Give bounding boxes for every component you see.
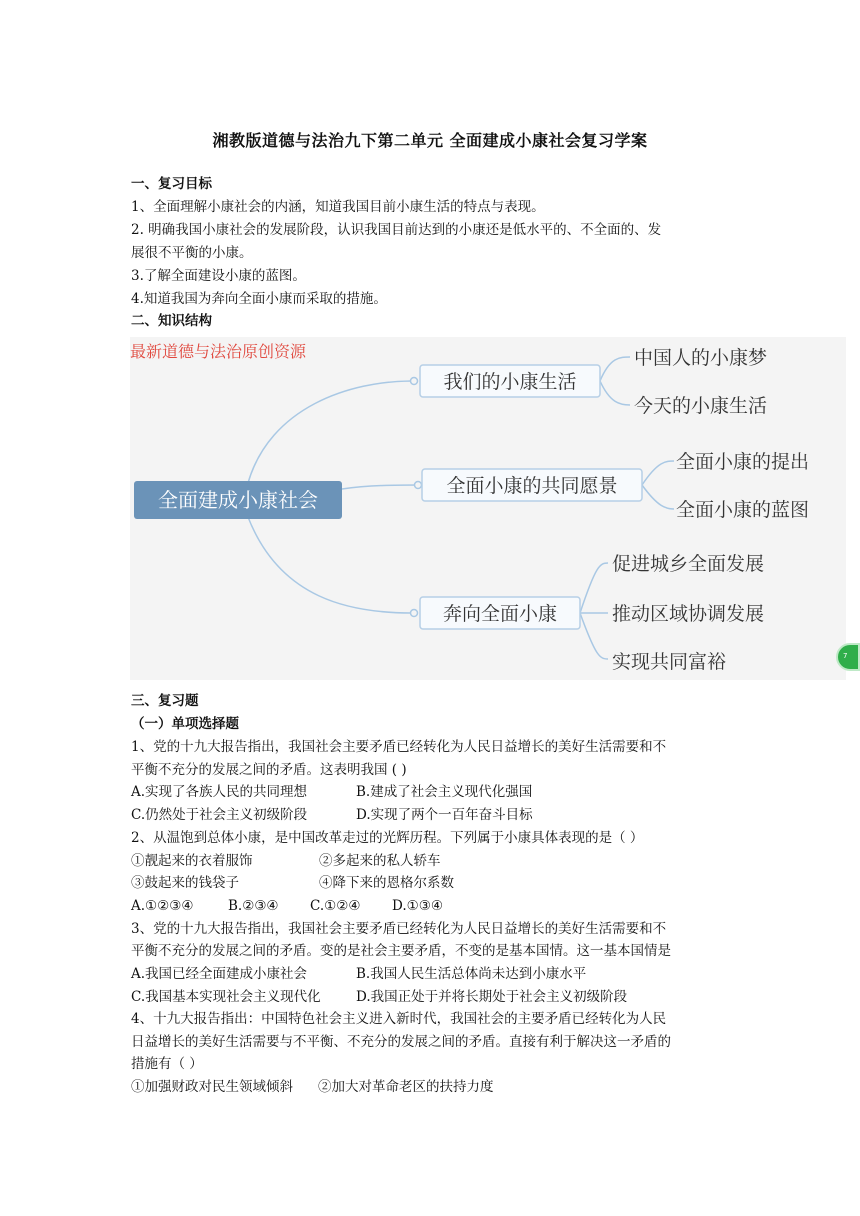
option-c: C.①②④	[310, 898, 361, 914]
objective-item: 3.了解全面建设小康的蓝图。	[131, 268, 306, 284]
question-stem: 平衡不充分的发展之间的矛盾。这表明我国 ( )	[131, 762, 407, 778]
section-heading-objectives: 一、复习目标	[131, 176, 212, 192]
option-b: B.建成了社会主义现代化强国	[356, 784, 533, 800]
option-a: A.①②③④	[131, 898, 194, 914]
question-stem: 措施有（ ）	[131, 1056, 203, 1072]
mindmap-branch: 全面小康的共同愿景	[446, 475, 618, 497]
mindmap-leaf: 中国人的小康梦	[634, 347, 768, 369]
statement: ③鼓起来的钱袋子	[131, 875, 239, 891]
question-stem: 1、党的十九大报告指出，我国社会主要矛盾已经转化为人民日益增长的美好生活需要和不	[131, 739, 667, 755]
option-d: D.①③④	[392, 898, 443, 914]
option-b: B.我国人民生活总体尚未达到小康水平	[356, 966, 587, 982]
mindmap-leaf: 今天的小康生活	[634, 395, 768, 417]
subheading-single-choice: （一）单项选择题	[131, 716, 239, 732]
option-c: C.我国基本实现社会主义现代化	[131, 989, 321, 1005]
question-stem: 3、党的十九大报告指出，我国社会主要矛盾已经转化为人民日益增长的美好生活需要和不	[131, 921, 667, 937]
mindmap-leaf: 全面小康的提出	[676, 451, 810, 473]
document-title: 湘教版道德与法治九下第二单元 全面建成小康社会复习学案	[212, 131, 648, 150]
mindmap-leaf: 推动区域协调发展	[612, 603, 765, 625]
statement: ①靓起来的衣着服饰	[131, 853, 253, 869]
section-heading-exercises: 三、复习题	[131, 693, 199, 709]
mindmap-branch: 奔向全面小康	[442, 603, 558, 625]
statement: ②多起来的私人轿车	[319, 853, 441, 869]
statement: ①加强财政对民生领域倾斜	[131, 1079, 293, 1095]
mindmap-leaf: 实现共同富裕	[612, 651, 727, 673]
objective-item: 展很不平衡的小康。	[131, 245, 253, 261]
objective-item: 4.知道我国为奔向全面小康而采取的措施。	[131, 291, 387, 307]
question-stem: 平衡不充分的发展之间的矛盾。变的是社会主要矛盾，不变的是基本国情。这一基本国情是	[131, 943, 671, 959]
option-a: A.我国已经全面建成小康社会	[131, 966, 308, 982]
mindmap-root: 全面建成小康社会	[158, 488, 318, 512]
mindmap-branch: 我们的小康生活	[443, 371, 577, 393]
objective-item: 2. 明确我国小康社会的发展阶段，认识我国目前达到的小康还是低水平的、不全面的、发	[131, 222, 662, 238]
side-floating-badge[interactable]: 7	[836, 643, 860, 671]
mindmap-leaf: 促进城乡全面发展	[612, 553, 765, 575]
knowledge-mindmap	[130, 337, 846, 680]
option-c: C.仍然处于社会主义初级阶段	[131, 807, 308, 823]
statement: ④降下来的恩格尔系数	[319, 875, 454, 891]
question-stem: 4、十九大报告指出：中国特色社会主义进入新时代，我国社会的主要矛盾已经转化为人民	[131, 1011, 667, 1027]
option-b: B.②③④	[228, 898, 279, 914]
option-d: D.我国正处于并将长期处于社会主义初级阶段	[356, 989, 628, 1005]
option-d: D.实现了两个一百年奋斗目标	[356, 807, 533, 823]
statement: ②加大对革命老区的扶持力度	[318, 1079, 494, 1095]
mindmap-watermark: 最新道德与法治原创资源	[130, 342, 307, 361]
question-stem: 日益增长的美好生活需要与不平衡、不充分的发展之间的矛盾。直接有利于解决这一矛盾的	[131, 1034, 671, 1050]
mindmap-leaf: 全面小康的蓝图	[676, 499, 810, 521]
objective-item: 1、全面理解小康社会的内涵，知道我国目前小康生活的特点与表现。	[131, 199, 545, 215]
question-stem: 2、从温饱到总体小康，是中国改革走过的光辉历程。下列属于小康具体表现的是（ ）	[131, 830, 644, 846]
section-heading-structure: 二、知识结构	[131, 313, 212, 329]
option-a: A.实现了各族人民的共同理想	[131, 784, 308, 800]
